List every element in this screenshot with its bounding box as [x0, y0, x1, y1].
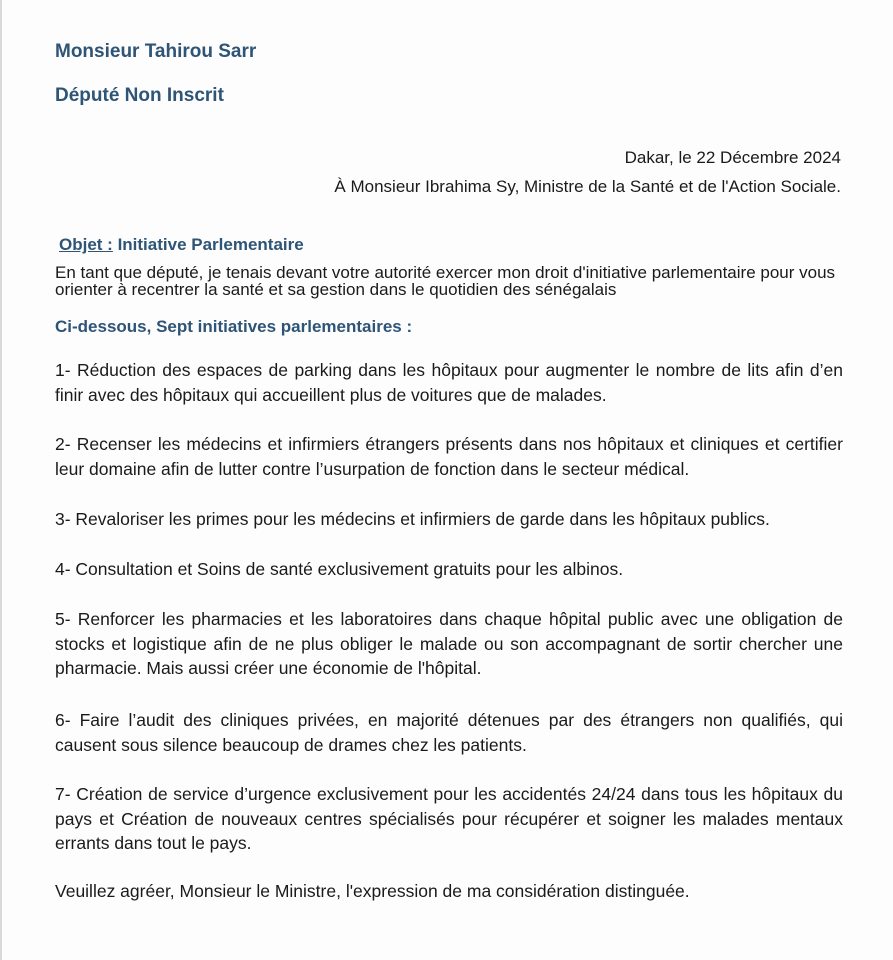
- initiative-item-1: 1- Réduction des espaces de parking dans les hôpitaux pour augmenter le nombre de lits afin d’en finir avec des hôpitaux qui accueillent plus de voitures que de malades.: [55, 360, 843, 405]
- initiative-item-5: 5- Renforcer les pharmacies et les laboratoires dans chaque hôpital public avec une obligation de stocks et logistique afin de ne plus obliger le malade ou son accompagnant de sortir chercher une pharmacie. Mais aussi créer une économie de l'hôpital.: [55, 609, 843, 678]
- initiative-item-7: 7- Création de service d’urgence exclusivement pour les accidentés 24/24 dans tous les hôpitaux du pays et Création de nouveaux centres spécialisés pour récupérer et soigner les malades mentaux errants dans tout le pays.: [55, 784, 843, 853]
- recipient-line: À Monsieur Ibrahima Sy, Ministre de la Santé et de l'Action Sociale.: [334, 177, 841, 196]
- object-line: [59, 235, 304, 255]
- object-label: Objet :: [59, 235, 113, 254]
- object-value: Initiative Parlementaire: [112, 235, 304, 254]
- initiative-item-4: 4- Consultation et Soins de santé exclusivement gratuits pour les albinos.: [55, 559, 624, 579]
- intro-paragraph: En tant que député, je tenais devant votre autorité exercer mon droit d'initiative parlementaire pour vous orienter à recentrer la santé et sa gestion dans le quotidien des sénégalais: [55, 263, 836, 299]
- dateline: Dakar, le 22 Décembre 2024: [624, 148, 841, 167]
- initiative-item-3: 3- Revaloriser les primes pour les médecins et infirmiers de garde dans les hôpitaux publics.: [55, 509, 770, 529]
- closing-formula: Veuillez agréer, Monsieur le Ministre, l'expression de ma considération distinguée.: [55, 881, 690, 901]
- initiatives-heading: Ci-dessous, Sept initiatives parlementaires :: [55, 317, 413, 336]
- initiative-item-6: 6- Faire l’audit des cliniques privées, en majorité détenues par des étrangers non qualifiés, qui causent sous silence beaucoup de drames chez les patients.: [55, 710, 843, 755]
- sender-name: Monsieur Tahirou Sarr: [55, 41, 257, 62]
- initiative-item-2: 2- Recenser les médecins et infirmiers étrangers présents dans nos hôpitaux et cliniques et certifier leur domaine afin de lutter contre l’usurpation de fonction dans le secteur médical.: [55, 434, 843, 479]
- sender-role: Député Non Inscrit: [55, 85, 224, 106]
